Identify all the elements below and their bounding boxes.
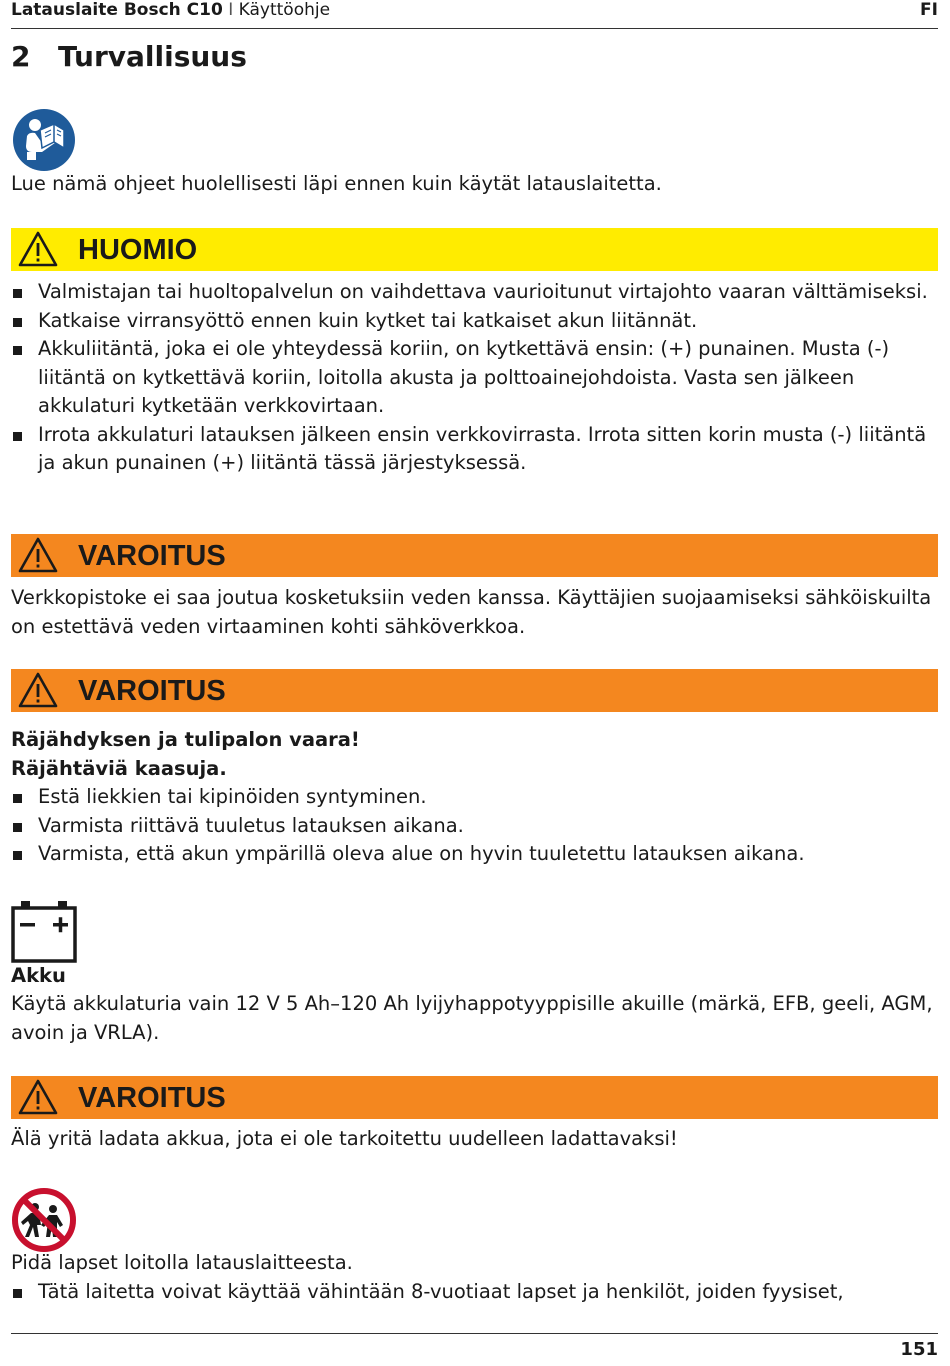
page-number: 151 [900,1339,938,1360]
varoitus-list-2 [11,783,938,869]
akku-text: Käytä akkulaturia vain 12 V 5 Ah–120 Ah lyijyhappotyyppisille akuille (märkä, EFB, geeli, AGM, avoin ja VRLA). [11,992,933,1044]
gas-warning: Räjähtäviä kaasuja. [11,757,227,780]
section-title [11,40,247,74]
huomio-bar [11,228,938,271]
list-item: Valmistajan tai huoltopalvelun on vaihdettava vaurioitunut virtajohto vaaran välttämiseksi. [11,278,938,307]
list-item: Tätä laitetta voivat käyttää vähintään 8-vuotiaat lapset ja henkilöt, joiden fyysiset, [11,1278,938,1307]
warning-triangle-icon [18,537,58,573]
list-item: Varmista, että akun ympärillä oleva alue on hyvin tuuletettu latauksen aikana. [11,840,938,869]
huomio-list [11,278,938,478]
warning-triangle-icon [18,231,58,267]
read-manual-icon [12,108,76,172]
explosion-warning: Räjähdyksen ja tulipalon vaara! [11,728,360,751]
list-item: Varmista riittävä tuuletus latauksen aikana. [11,812,938,841]
varoitus-text-1: Verkkopistoke ei saa joutua kosketuksiin veden kanssa. Käyttäjien suojaamiseksi sähköiskuilta on estettävä veden virtaaminen kohti sähköverkkoa. [11,586,932,638]
list-item: Estä liekkien tai kipinöiden syntyminen. [11,783,938,812]
section-title-text: Turvallisuus [58,40,247,73]
varoitus-bar-1 [11,534,938,577]
list-item: Katkaise virransyöttö ennen kuin kytket tai katkaiset akun liitännät. [11,307,938,336]
list-item: Irrota akkulaturi latauksen jälkeen ensin verkkovirrasta. Irrota sitten korin musta (-) liitäntä ja akun punainen (+) liitäntä tässä järjestyksessä. [11,421,938,478]
header-separator: I [228,0,234,20]
page-footer [11,1333,938,1360]
varoitus-bar-3 [11,1076,938,1119]
children-text: Pidä lapset loitolla latauslaitteesta. [11,1251,353,1274]
huomio-title: HUOMIO [78,234,198,266]
akku-heading: Akku [11,964,66,987]
warning-triangle-icon [18,672,58,708]
no-children-icon [11,1187,77,1253]
varoitus-bar-2 [11,669,938,712]
list-item: Akkuliitäntä, joka ei ole yhteydessä koriin, on kytkettävä ensin: (+) punainen. Musta (-) liitäntä on kytkettävä koriin, loitolla akusta ja polttoainejohdoista. Vasta sen jälkeen akkulaturi kytketään verkkovirtaan. [11,335,938,421]
product-name: Latauslaite Bosch C10 [11,0,223,20]
varoitus-title-2: VAROITUS [78,675,226,707]
language-code: FI [920,0,938,20]
page-header [11,0,938,29]
warning-triangle-icon [18,1079,58,1115]
varoitus-title-3: VAROITUS [78,1082,226,1114]
children-list [11,1278,938,1307]
battery-icon [11,899,77,963]
manual-page [11,0,938,1366]
doc-type: Käyttöohje [238,0,331,20]
section-number: 2 [11,40,31,73]
varoitus-title-1: VAROITUS [78,540,226,572]
intro-text: Lue nämä ohjeet huolellisesti läpi ennen kuin käytät latauslaitetta. [11,172,662,195]
varoitus-text-3: Älä yritä ladata akkua, jota ei ole tarkoitettu uudelleen ladattavaksi! [11,1127,678,1150]
